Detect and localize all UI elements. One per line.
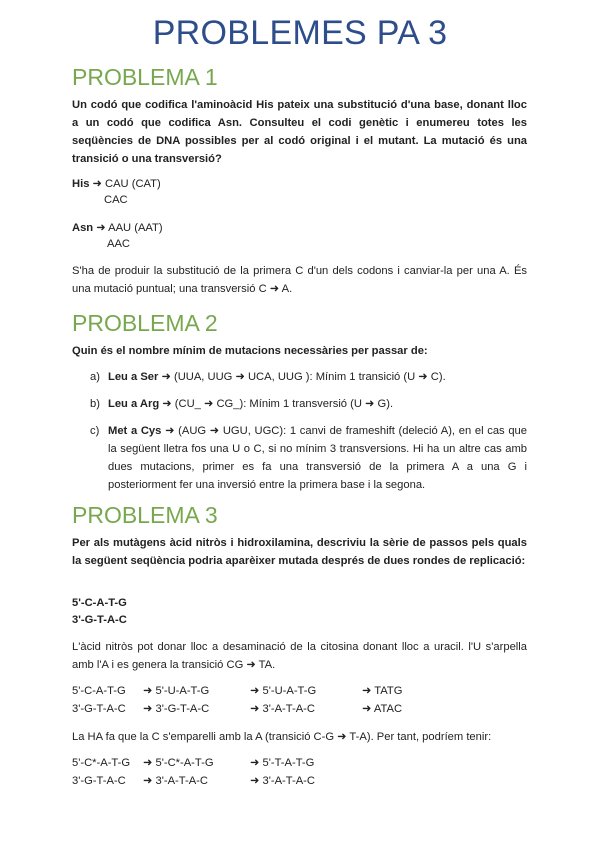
asn-label: Asn xyxy=(72,222,94,234)
sequence-strand-3: 3'-G-T-A-C xyxy=(72,614,127,626)
list-item-b xyxy=(90,395,527,413)
nitrous-acid-explanation: L'àcid nitròs pot donar lloc a desaminació de la citosina donant lloc a uracil. l'U s'arpella amb l'A i es genera la transició CG ➜ TA. xyxy=(72,641,527,671)
mutation-step-cell: ➜ 5'-U-A-T-G xyxy=(143,685,210,697)
his-codon-2: CAC xyxy=(104,194,128,206)
problem-1-question: Un codó que codifica l'aminoàcid His pateix una substitució d'una base, donant lloc a un codó que codifica Asn. Consulteu el codi genètic i enumereu totes les seqüències de DNA possibles per al codó original i el mutant. La mutació és una transició o una transversió? xyxy=(72,99,527,165)
mutation-step-cell: 5'-C-A-T-G xyxy=(72,685,126,697)
list-item-label: b) xyxy=(90,398,100,410)
mutation-step-cell: ➜ 5'-C*-A-T-G xyxy=(143,757,214,769)
list-item-bold: Leu a Ser xyxy=(108,371,159,383)
list-item-bold: Leu a Arg xyxy=(108,398,160,410)
list-item-c xyxy=(90,422,527,494)
mutation-step-cell: 3'-G-T-A-C xyxy=(72,703,126,715)
page-title: PROBLEMES PA 3 xyxy=(152,14,448,52)
list-item-text: ➜ (UUA, UUG ➜ UCA, UUG ): Mínim 1 transició (U ➜ C). xyxy=(158,371,446,383)
his-codon-1: ➜ CAU (CAT) xyxy=(92,178,161,190)
mutation-step-cell: ➜ 3'-G-T-A-C xyxy=(143,703,210,715)
problem-2-question: Quin és el nombre mínim de mutacions necessàries per passar de: xyxy=(72,345,428,357)
mutation-step-cell: ➜ 5'-U-A-T-G xyxy=(250,685,317,697)
mutation-step-cell: ➜ ATAC xyxy=(362,703,403,715)
problem-1-heading: PROBLEMA 1 xyxy=(72,64,218,90)
mutation-step-cell: 5'-C*-A-T-G xyxy=(72,757,131,769)
problem-1-answer: S'ha de produir la substitució de la primera C d'un dels codons i canviar-la per una A. És una mutació puntual; una transversió C ➜ A. xyxy=(72,265,527,295)
list-item-text: ➜ (CU_ ➜ CG_): Mínim 1 transversió (U ➜ G). xyxy=(159,398,394,410)
asn-codons xyxy=(72,220,163,236)
sequence-strand-5: 5'-C-A-T-G xyxy=(72,597,127,609)
problem-2-heading: PROBLEMA 2 xyxy=(72,310,218,336)
his-label: His xyxy=(72,178,90,190)
mutation-step-cell: ➜ 3'-A-T-A-C xyxy=(143,775,208,787)
mutation-step-cell: 3'-G-T-A-C xyxy=(72,775,126,787)
his-codons xyxy=(72,176,161,192)
list-item-text: ➜ (AUG ➜ UGU, UGC): 1 canvi de frameshift (deleció A), en el cas que la següent lletra fos una U o C, si no mínim 3 transversions. Hi ha un altre cas amb dues mutacions, primer es fa una transversió de la primera A a una G i posteriorment fer una inversió entre la primera base i la segona. xyxy=(108,425,528,491)
asn-codon-1: ➜ AAU (AAT) xyxy=(96,222,163,234)
mutation-step-cell: ➜ 3'-A-T-A-C xyxy=(250,703,315,715)
mutation-step-cell: ➜ TATG xyxy=(362,685,403,697)
hydroxylamine-explanation: La HA fa que la C s'emparelli amb la A (transició C-G ➜ T-A). Per tant, podríem tenir: xyxy=(72,731,492,743)
mutation-step-cell: ➜ 5'-T-A-T-G xyxy=(250,757,315,769)
mutation-step-cell: ➜ 3'-A-T-A-C xyxy=(250,775,315,787)
problem-3-heading: PROBLEMA 3 xyxy=(72,502,218,528)
list-item-label: c) xyxy=(90,425,100,437)
list-item-a xyxy=(90,368,527,386)
list-item-label: a) xyxy=(90,371,100,383)
asn-codon-2: AAC xyxy=(107,238,131,250)
list-item-bold: Met a Cys xyxy=(108,425,162,437)
problem-3-question: Per als mutàgens àcid nitròs i hidroxilamina, descriviu la sèrie de passos pels quals la següent seqüència podria aparèixer mutada després de dues rondes de replicació: xyxy=(72,537,527,567)
